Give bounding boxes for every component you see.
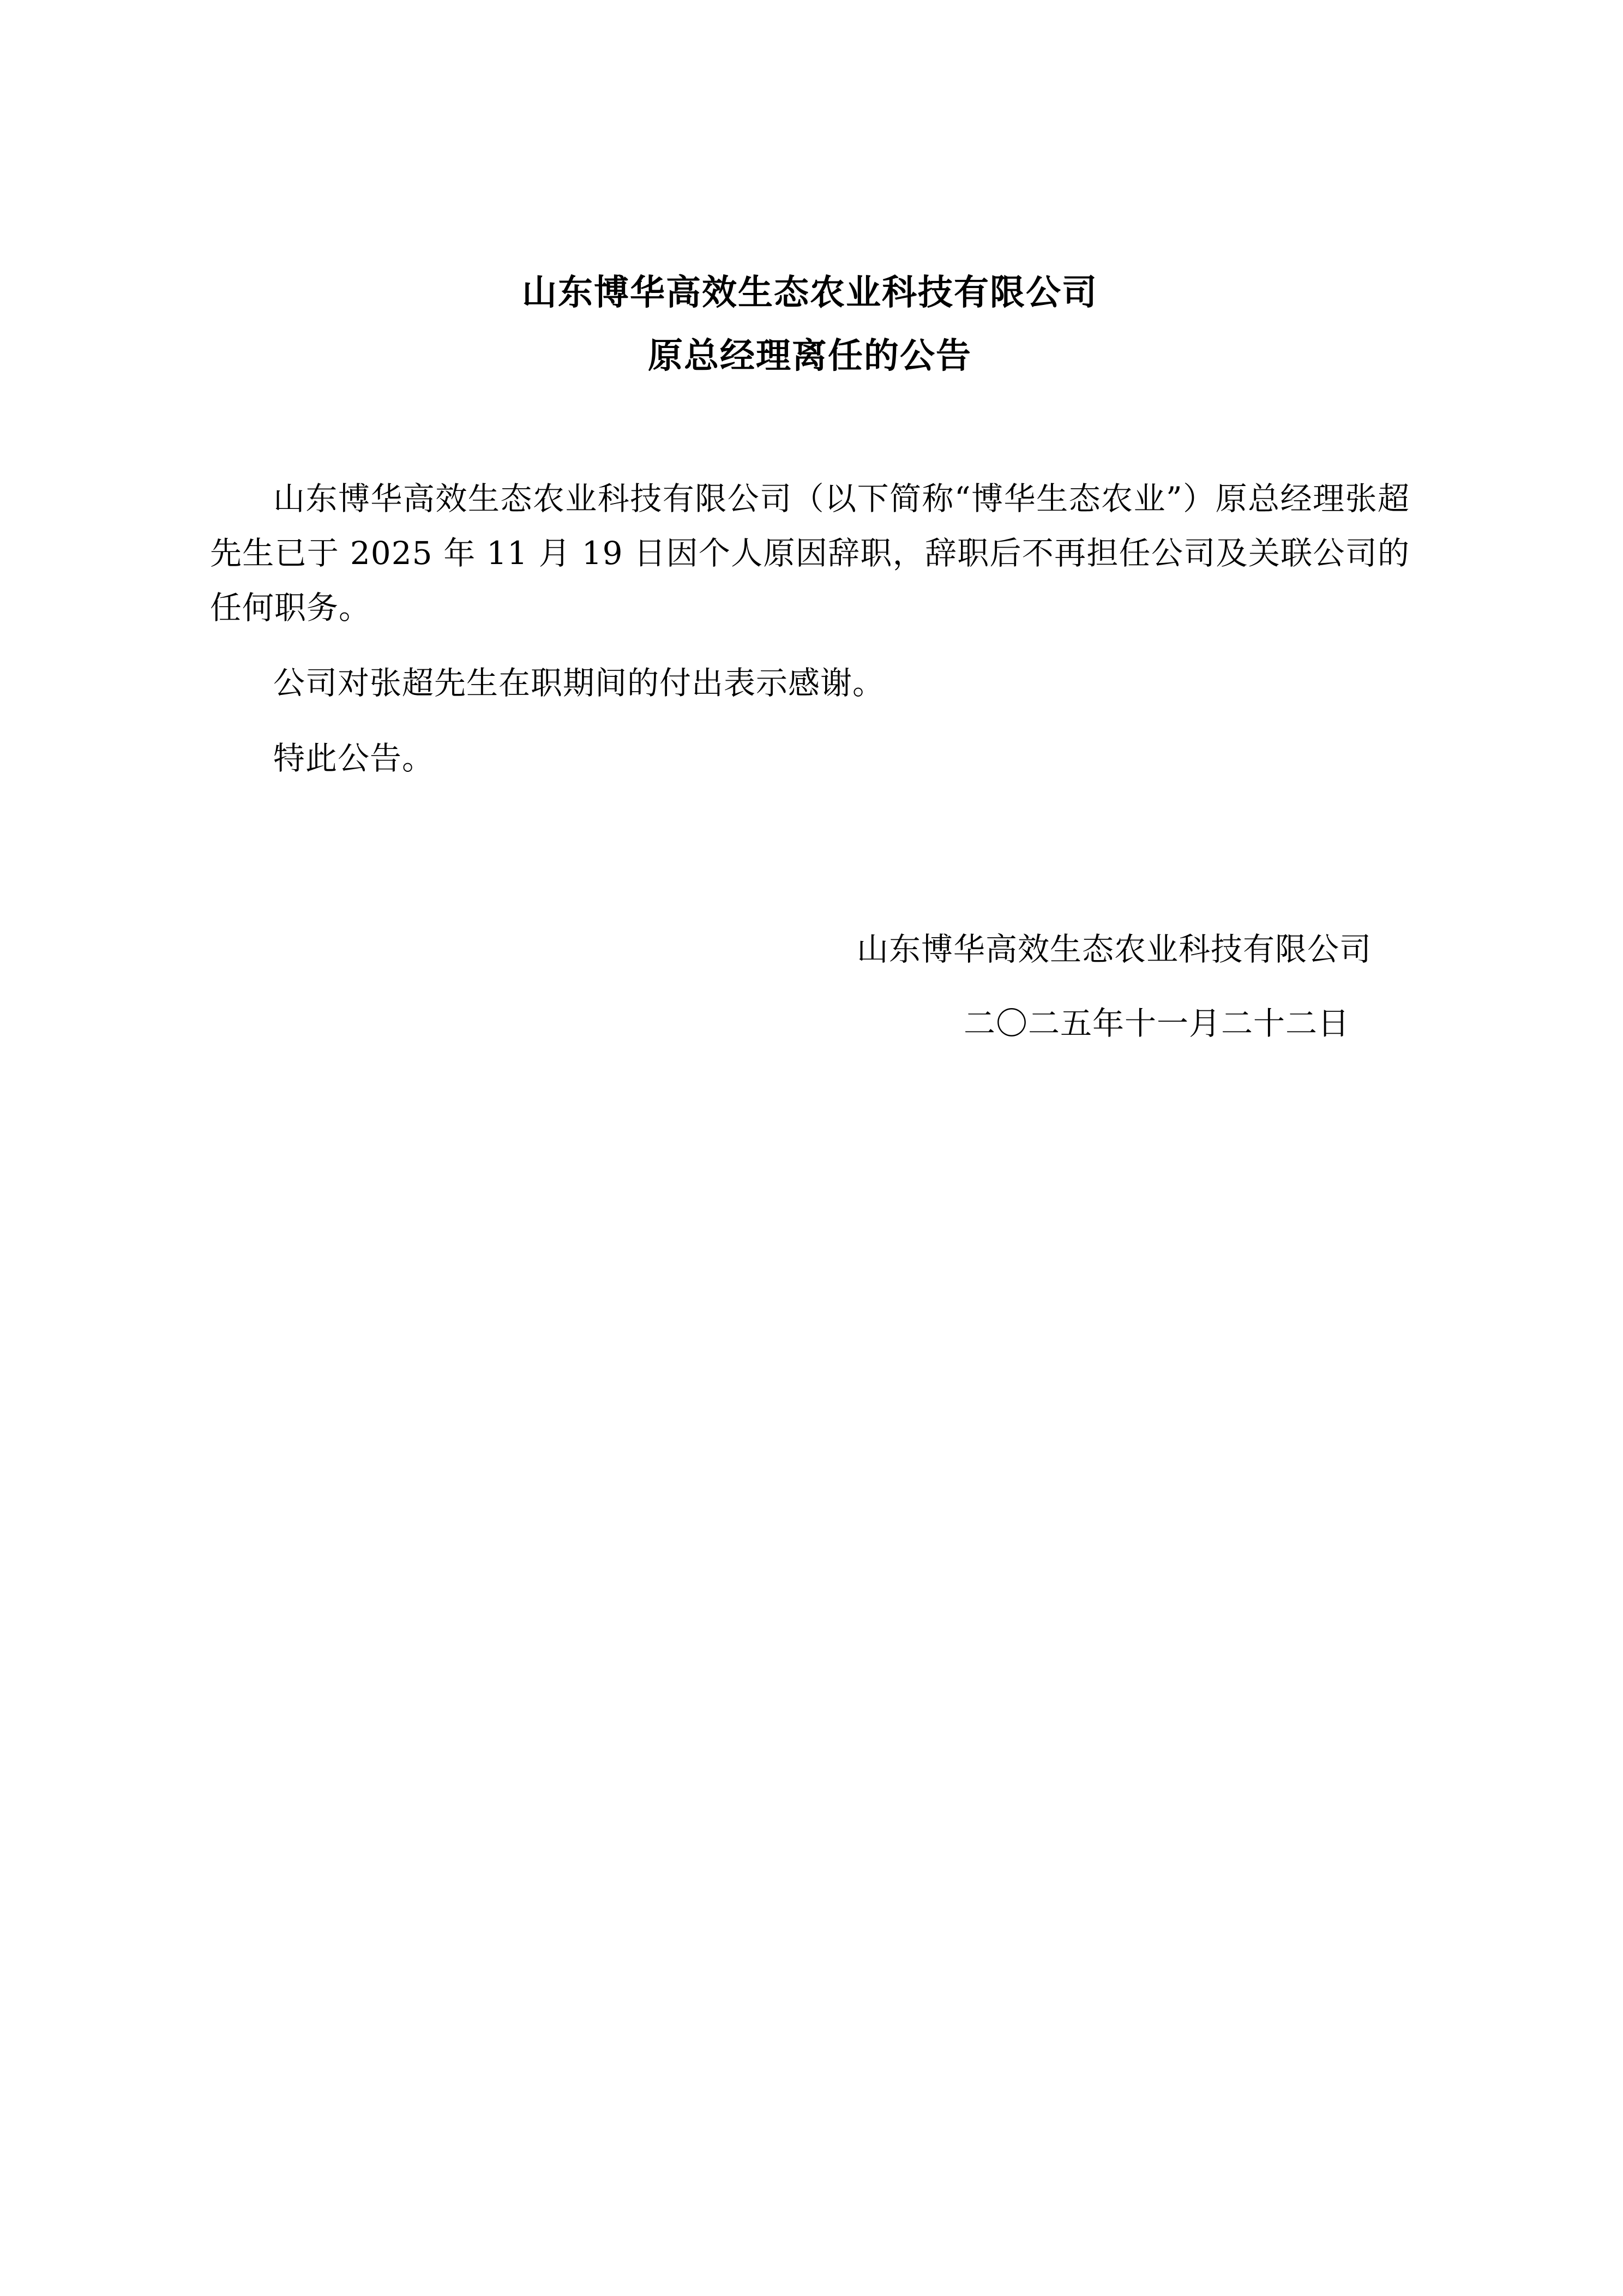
page-title-line-2: 原总经理离任的公告 — [648, 335, 972, 376]
body-paragraph-2: 公司对张超先生在职期间的付出表示感谢。 — [273, 664, 885, 702]
signature-company: 山东博华高效生态农业科技有限公司 — [856, 931, 1372, 968]
document-body — [210, 471, 1410, 786]
signature-block — [210, 922, 1410, 1051]
page-title-line-1: 山东博华高效生态农业科技有限公司 — [522, 272, 1098, 313]
signature-date: 二〇二五年十一月二十二日 — [963, 1005, 1350, 1042]
page-title — [210, 273, 1410, 376]
document-content — [210, 273, 1410, 1051]
body-paragraph-3: 特此公告。 — [273, 740, 435, 777]
body-paragraph-1: 山东博华高效生态农业科技有限公司（以下简称“博华生态农业”）原总经理张超先生已于 2025 年 11 月 19 日因个人原因辞职，辞职后不再担任公司及关联公司的任何职务。 — [210, 480, 1410, 627]
